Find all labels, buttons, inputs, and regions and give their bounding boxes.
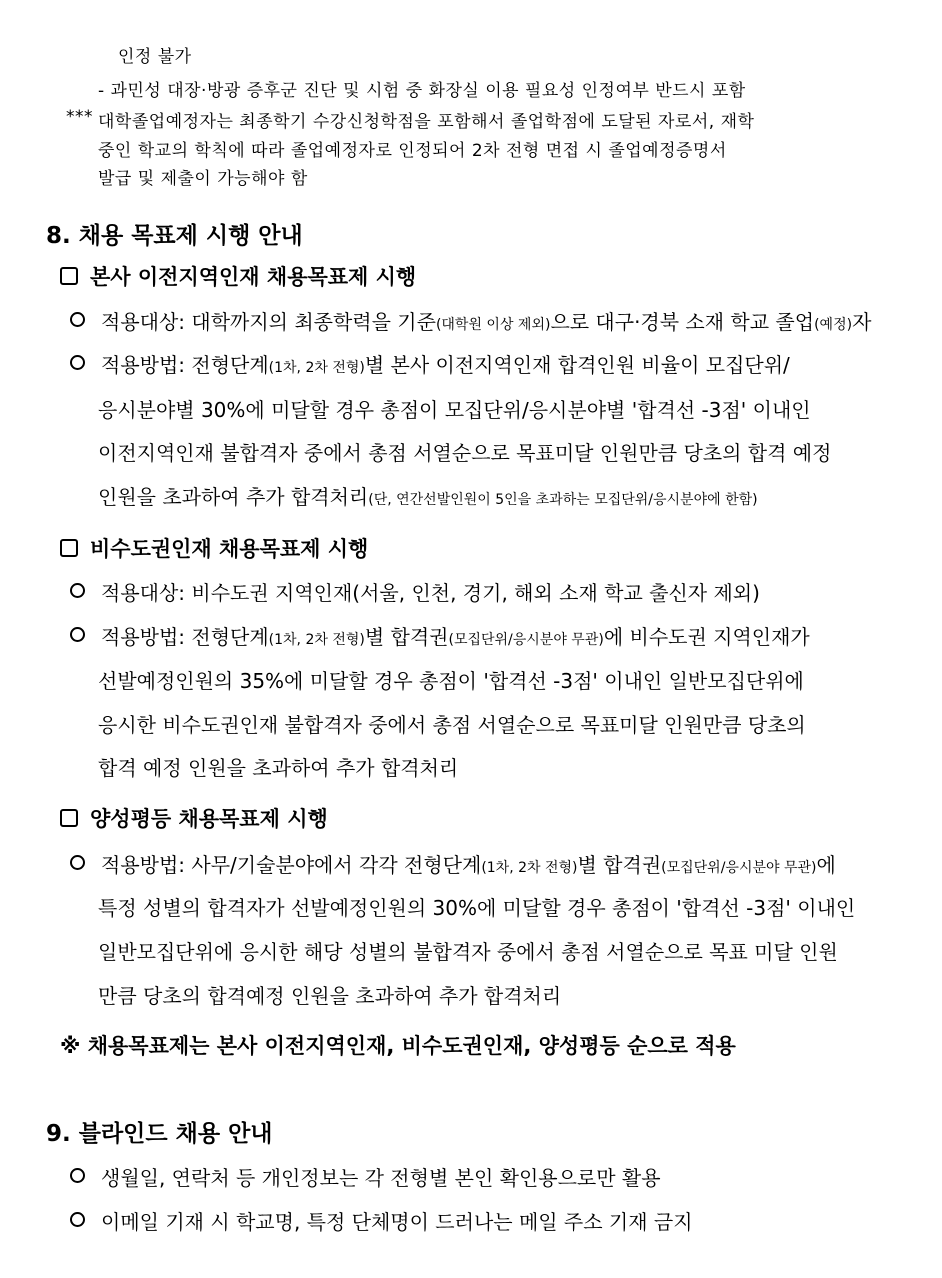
section-note: ※ 채용목표제는 본사 이전지역인재, 비수도권인재, 양성평등 순으로 적용 — [60, 1034, 736, 1058]
section-heading: 8. 채용 목표제 시행 안내 — [46, 223, 303, 249]
bullet-text: 적용대상: 비수도권 지역인재(서울, 인천, 경기, 해외 소재 학교 출신자 제외) — [101, 581, 760, 605]
bullet-text: 에 비수도권 지역인재가 — [603, 625, 810, 649]
subsection-title — [60, 803, 328, 833]
bullet-text: 별 합격권 — [364, 625, 449, 649]
bullet-small-text: (1차, 2차 전형) — [268, 632, 365, 648]
bullet-continuation: 이전지역인재 불합격자 중에서 총점 서열순으로 목표미달 인원만큼 당초의 합격 예정 — [98, 441, 832, 465]
circle-bullet-icon — [70, 1212, 85, 1227]
subsection-title — [60, 533, 368, 563]
subsection-title-text: 본사 이전지역인재 채용목표제 시행 — [90, 265, 417, 289]
bullet-item — [70, 849, 836, 878]
bullet-text: 생월일, 연락처 등 개인정보는 각 전형별 본인 확인용으로만 활용 — [101, 1166, 661, 1190]
note-line: - 과민성 대장·방광 증후군 진단 및 시험 중 화장실 이용 필요성 인정여부 반드시 포함 — [98, 81, 746, 101]
bullet-text: 별 본사 이전지역인재 합격인원 비율이 모집단위/ — [364, 353, 790, 377]
checkbox-icon — [60, 809, 78, 827]
circle-bullet-icon — [70, 312, 85, 327]
bullet-item — [70, 577, 760, 606]
bullet-continuation: 만큼 당초의 합격예정 인원을 초과하여 추가 합격처리 — [98, 984, 562, 1008]
bullet-text: 에 — [816, 853, 836, 877]
bullet-item — [70, 349, 790, 378]
bullet-small-text: (단, 연간선발인원이 5인을 초과하는 모집단위/응시분야에 한함) — [368, 492, 758, 508]
section-heading: 9. 블라인드 채용 안내 — [46, 1121, 273, 1147]
bullet-continuation — [98, 481, 758, 510]
bullet-text: 적용방법: 전형단계 — [101, 353, 269, 377]
bullet-item — [70, 1206, 693, 1235]
note-line: 중인 학교의 학칙에 따라 졸업예정자로 인정되어 2차 전형 면접 시 졸업예정증명서 — [98, 141, 727, 161]
note-line: 인정 불가 — [118, 47, 192, 67]
bullet-text: 적용방법: 전형단계 — [101, 625, 269, 649]
circle-bullet-icon — [70, 355, 85, 370]
subsection-title-text: 양성평등 채용목표제 시행 — [90, 807, 328, 831]
circle-bullet-icon — [70, 583, 85, 598]
bullet-text: 이메일 기재 시 학교명, 특정 단체명이 드러나는 메일 주소 기재 금지 — [101, 1210, 693, 1234]
bullet-small-text: (모집단위/응시분야 무관) — [661, 860, 817, 876]
circle-bullet-icon — [70, 1168, 85, 1183]
bullet-item — [70, 621, 810, 650]
bullet-continuation: 응시분야별 30%에 미달할 경우 총점이 모집단위/응시분야별 '합격선 -3점' 이내인 — [98, 398, 811, 422]
subsection-title-text: 비수도권인재 채용목표제 시행 — [90, 537, 369, 561]
bullet-continuation: 특정 성별의 합격자가 선발예정인원의 30%에 미달할 경우 총점이 '합격선 -3점' 이내인 — [98, 896, 856, 920]
bullet-continuation: 선발예정인원의 35%에 미달할 경우 총점이 '합격선 -3점' 이내인 일반모집단위에 — [98, 669, 804, 693]
checkbox-icon — [60, 539, 78, 557]
bullet-continuation: 합격 예정 인원을 초과하여 추가 합격처리 — [98, 756, 459, 780]
bullet-small-text: (예정) — [814, 317, 853, 333]
bullet-item — [70, 306, 871, 335]
bullet-text: 으로 대구·경북 소재 학교 졸업 — [550, 310, 815, 334]
bullet-text: 별 합격권 — [577, 853, 662, 877]
circle-bullet-icon — [70, 855, 85, 870]
checkbox-icon — [60, 267, 78, 285]
bullet-continuation: 일반모집단위에 응시한 해당 성별의 불합격자 중에서 총점 서열순으로 목표 미달 인원 — [98, 940, 838, 964]
note-line: 대학졸업예정자는 최종학기 수강신청학점을 포함해서 졸업학점에 도달된 자로서, 재학 — [98, 112, 755, 132]
bullet-text: 인원을 초과하여 추가 합격처리 — [98, 485, 369, 509]
bullet-small-text: (모집단위/응시분야 무관) — [448, 632, 604, 648]
bullet-text: 적용대상: 대학까지의 최종학력을 기준 — [101, 310, 436, 334]
bullet-small-text: (1차, 2차 전형) — [268, 360, 365, 376]
bullet-item — [70, 1162, 661, 1191]
bullet-small-text: (1차, 2차 전형) — [481, 860, 578, 876]
circle-bullet-icon — [70, 627, 85, 642]
bullet-text: 적용방법: 사무/기술분야에서 각각 전형단계 — [101, 853, 482, 877]
subsection-title — [60, 261, 416, 291]
bullet-text: 자 — [852, 310, 872, 334]
bullet-small-text: (대학원 이상 제외) — [435, 317, 551, 333]
note-marker: *** — [66, 107, 93, 127]
bullet-continuation: 응시한 비수도권인재 불합격자 중에서 총점 서열순으로 목표미달 인원만큼 당초의 — [98, 713, 806, 737]
note-line: 발급 및 제출이 가능해야 함 — [98, 169, 308, 189]
